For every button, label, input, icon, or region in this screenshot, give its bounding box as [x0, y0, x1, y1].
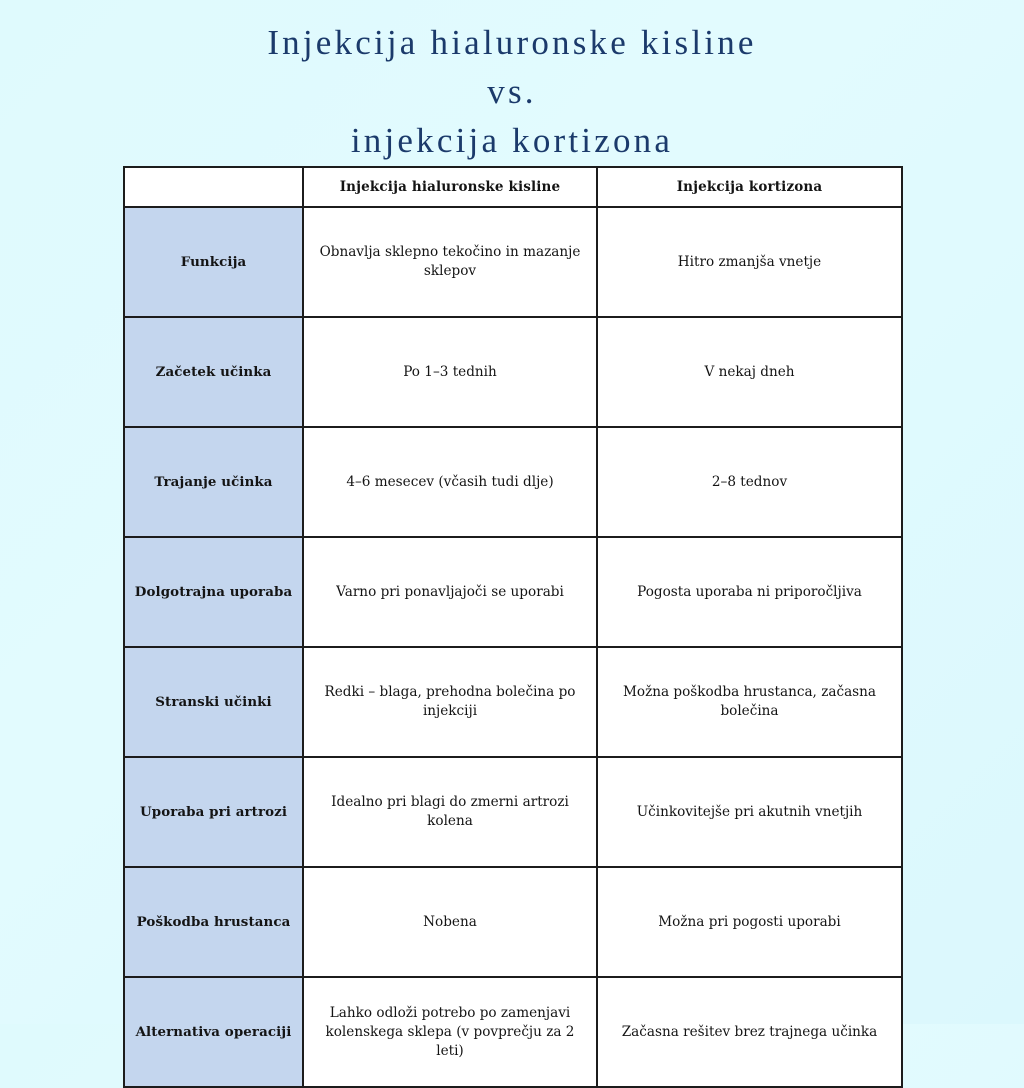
cell-cortisone: V nekaj dneh: [597, 317, 902, 427]
page-title-line-1: Injekcija hialuronske kisline: [267, 23, 757, 62]
comparison-table-container: [123, 166, 901, 1088]
cell-hyaluronic: Po 1–3 tednih: [303, 317, 597, 427]
row-label: Poškodba hrustanca: [124, 867, 303, 977]
page-title-line-3: injekcija kortizona: [350, 121, 674, 160]
cell-hyaluronic: Idealno pri blagi do zmerni artrozi kolena: [303, 757, 597, 867]
page-title: [0, 0, 1024, 165]
table-row: [124, 537, 902, 647]
table-header-blank: [124, 167, 303, 207]
cell-hyaluronic: Redki – blaga, prehodna bolečina po injekciji: [303, 647, 597, 757]
table-row: [124, 867, 902, 977]
row-label: Trajanje učinka: [124, 427, 303, 537]
table-row: [124, 647, 902, 757]
cell-hyaluronic: Varno pri ponavljajoči se uporabi: [303, 537, 597, 647]
table-header: [124, 167, 902, 207]
cell-hyaluronic: Lahko odloži potrebo po zamenjavi kolenskega sklepa (v povprečju za 2 leti): [303, 977, 597, 1087]
cell-cortisone: 2–8 tednov: [597, 427, 902, 537]
table-header-hyaluronic: Injekcija hialuronske kisline: [303, 167, 597, 207]
cell-hyaluronic: 4–6 mesecev (včasih tudi dlje): [303, 427, 597, 537]
row-label: Alternativa operaciji: [124, 977, 303, 1087]
cell-cortisone: Pogosta uporaba ni priporočljiva: [597, 537, 902, 647]
cell-hyaluronic: Nobena: [303, 867, 597, 977]
table-row: [124, 757, 902, 867]
table-header-cortisone: Injekcija kortizona: [597, 167, 902, 207]
comparison-table: [123, 166, 903, 1088]
cell-cortisone: Možna poškodba hrustanca, začasna bolečina: [597, 647, 902, 757]
table-row: [124, 317, 902, 427]
row-label: Stranski učinki: [124, 647, 303, 757]
cell-cortisone: Začasna rešitev brez trajnega učinka: [597, 977, 902, 1087]
row-label: Uporaba pri artrozi: [124, 757, 303, 867]
cell-cortisone: Možna pri pogosti uporabi: [597, 867, 902, 977]
table-row: [124, 427, 902, 537]
cell-cortisone: Hitro zmanjša vnetje: [597, 207, 902, 317]
page-title-line-2: vs.: [487, 72, 537, 111]
table-row: [124, 977, 902, 1087]
row-label: Dolgotrajna uporaba: [124, 537, 303, 647]
cell-cortisone: Učinkovitejše pri akutnih vnetjih: [597, 757, 902, 867]
cell-hyaluronic: Obnavlja sklepno tekočino in mazanje sklepov: [303, 207, 597, 317]
row-label: Funkcija: [124, 207, 303, 317]
table-body: [124, 207, 902, 1087]
table-header-row: [124, 167, 902, 207]
table-row: [124, 207, 902, 317]
row-label: Začetek učinka: [124, 317, 303, 427]
